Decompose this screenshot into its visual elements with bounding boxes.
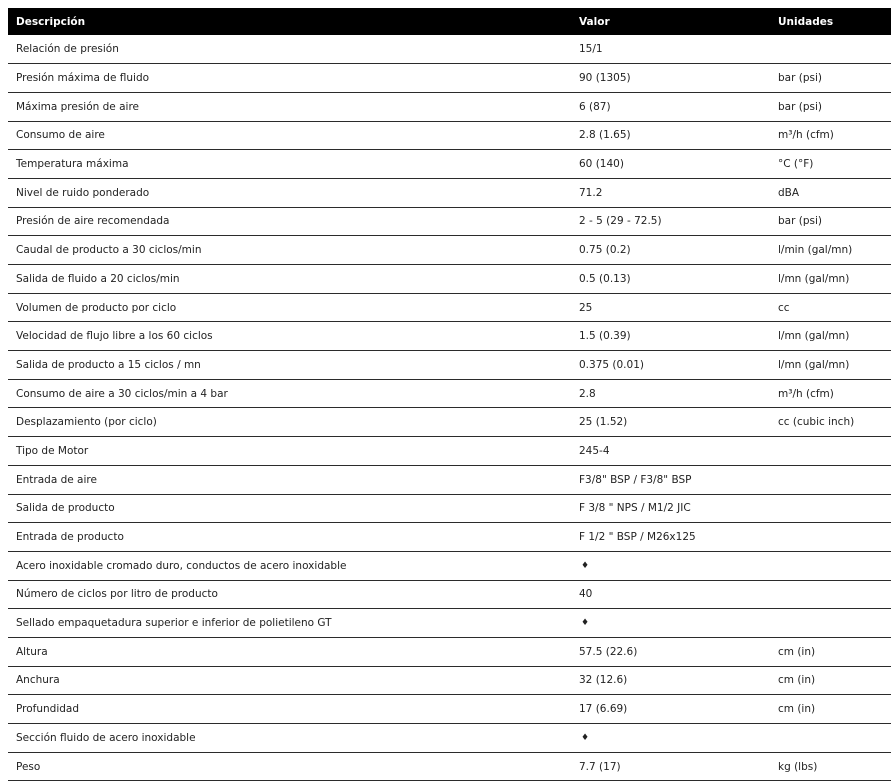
table-row — [8, 724, 891, 753]
cell-valor: 57.5 (22.6) — [579, 645, 638, 658]
cell-unidades: cc — [778, 301, 790, 314]
cell-descripcion: Volumen de producto por ciclo — [16, 301, 177, 314]
cell-unidades — [770, 551, 891, 580]
cell-descripcion: Relación de presión — [16, 43, 119, 56]
table-row — [8, 265, 891, 294]
table-row — [8, 609, 891, 638]
cell-unidades — [770, 580, 891, 609]
header-row — [8, 8, 891, 35]
cell-unidades: kg (lbs) — [778, 760, 818, 773]
cell-unidades — [770, 437, 891, 466]
cell-unidades: bar (psi) — [778, 72, 822, 85]
cell-descripcion: Desplazamiento (por ciclo) — [16, 416, 157, 429]
cell-descripcion: Consumo de aire a 30 ciclos/min a 4 bar — [16, 387, 228, 400]
cell-unidades — [770, 609, 891, 638]
cell-unidades: m³/h (cfm) — [778, 387, 834, 400]
cell-unidades: bar (psi) — [778, 100, 822, 113]
table-row — [8, 695, 891, 724]
table-row — [8, 408, 891, 437]
cell-unidades: cm (in) — [778, 674, 816, 687]
cell-valor: 25 — [579, 301, 593, 314]
cell-unidades: l/mn (gal/mn) — [778, 358, 850, 371]
table-header — [8, 8, 891, 35]
cell-descripcion: Nivel de ruido ponderado — [16, 186, 150, 199]
table-row — [8, 64, 891, 93]
cell-descripcion: Altura — [16, 645, 48, 658]
cell-descripcion: Entrada de producto — [16, 531, 124, 544]
cell-valor: F 1/2 " BSP / M26x125 — [579, 531, 696, 544]
table-row — [8, 379, 891, 408]
table-row — [8, 437, 891, 466]
cell-valor: 2.8 (1.65) — [579, 129, 631, 142]
cell-valor: 2 - 5 (29 - 72.5) — [579, 215, 662, 228]
cell-unidades: m³/h (cfm) — [778, 129, 834, 142]
table-row — [8, 178, 891, 207]
cell-descripcion: Tipo de Motor — [16, 444, 89, 457]
cell-unidades — [770, 523, 891, 552]
cell-valor: 25 (1.52) — [579, 416, 628, 429]
cell-valor: 32 (12.6) — [579, 674, 628, 687]
cell-descripcion: Anchura — [16, 674, 60, 687]
cell-descripcion: Velocidad de flujo libre a los 60 ciclos — [16, 330, 213, 343]
cell-valor: 0.375 (0.01) — [579, 358, 644, 371]
cell-descripcion: Presión máxima de fluido — [16, 72, 150, 85]
table-row — [8, 92, 891, 121]
cell-valor: 15/1 — [579, 43, 603, 56]
table-row — [8, 465, 891, 494]
cell-unidades: l/mn (gal/mn) — [778, 272, 850, 285]
cell-descripcion: Caudal de producto a 30 ciclos/min — [16, 244, 202, 257]
cell-descripcion: Consumo de aire — [16, 129, 105, 142]
cell-descripcion: Sellado empaquetadura superior e inferior de polietileno GT — [16, 617, 332, 630]
cell-descripcion: Presión de aire recomendada — [16, 215, 170, 228]
cell-valor: 2.8 — [579, 387, 596, 400]
spec-table — [8, 8, 891, 781]
cell-descripcion: Salida de producto — [16, 502, 115, 515]
table-row — [8, 35, 891, 64]
cell-valor: 40 — [579, 588, 593, 601]
table-row — [8, 580, 891, 609]
spec-table-container — [8, 8, 891, 781]
cell-descripcion: Salida de producto a 15 ciclos / mn — [16, 358, 201, 371]
cell-unidades: cm (in) — [778, 703, 816, 716]
cell-descripcion: Entrada de aire — [16, 473, 97, 486]
cell-valor: 90 (1305) — [579, 72, 631, 85]
cell-valor: 0.5 (0.13) — [579, 272, 631, 285]
cell-unidades — [770, 465, 891, 494]
cell-valor: 0.75 (0.2) — [579, 244, 631, 257]
header-valor: Valor — [579, 15, 610, 28]
cell-valor: 7.7 (17) — [579, 760, 621, 773]
cell-valor: F 3/8 " NPS / M1/2 JIC — [579, 502, 691, 515]
cell-valor: 17 (6.69) — [579, 703, 628, 716]
table-row — [8, 121, 891, 150]
cell-unidades — [770, 35, 891, 64]
cell-unidades: bar (psi) — [778, 215, 822, 228]
header-descripcion: Descripción — [16, 15, 86, 28]
table-row — [8, 150, 891, 179]
cell-valor: 60 (140) — [579, 158, 624, 171]
cell-unidades: cc (cubic inch) — [778, 416, 855, 429]
cell-unidades: dBA — [778, 186, 800, 199]
cell-unidades: cm (in) — [778, 645, 816, 658]
table-row — [8, 293, 891, 322]
cell-valor: ♦ — [581, 732, 590, 743]
cell-descripcion: Salida de fluido a 20 ciclos/min — [16, 272, 180, 285]
cell-valor: ♦ — [581, 618, 590, 629]
cell-valor: 245-4 — [579, 444, 610, 457]
cell-valor: 6 (87) — [579, 100, 611, 113]
cell-descripcion: Sección fluido de acero inoxidable — [16, 731, 196, 744]
table-row — [8, 752, 891, 781]
cell-valor: F3/8" BSP / F3/8" BSP — [579, 473, 692, 486]
cell-unidades — [770, 494, 891, 523]
table-row — [8, 551, 891, 580]
header-unidades: Unidades — [778, 15, 834, 28]
table-row — [8, 523, 891, 552]
table-body — [8, 35, 891, 781]
cell-unidades: °C (°F) — [778, 158, 814, 171]
cell-descripcion: Máxima presión de aire — [16, 100, 140, 113]
table-row — [8, 322, 891, 351]
cell-unidades: l/min (gal/mn) — [778, 244, 853, 257]
cell-descripcion: Acero inoxidable cromado duro, conductos de acero inoxidable — [16, 559, 347, 572]
table-row — [8, 637, 891, 666]
table-row — [8, 494, 891, 523]
table-row — [8, 207, 891, 236]
cell-valor: 71.2 — [579, 186, 603, 199]
cell-valor: ♦ — [581, 560, 590, 571]
cell-descripcion: Temperatura máxima — [16, 158, 129, 171]
cell-descripcion: Peso — [16, 760, 41, 773]
cell-unidades — [770, 724, 891, 753]
table-row — [8, 666, 891, 695]
table-row — [8, 236, 891, 265]
cell-descripcion: Profundidad — [16, 703, 80, 716]
cell-descripcion: Número de ciclos por litro de producto — [16, 588, 218, 601]
cell-valor: 1.5 (0.39) — [579, 330, 631, 343]
table-row — [8, 351, 891, 380]
cell-unidades: l/mn (gal/mn) — [778, 330, 850, 343]
